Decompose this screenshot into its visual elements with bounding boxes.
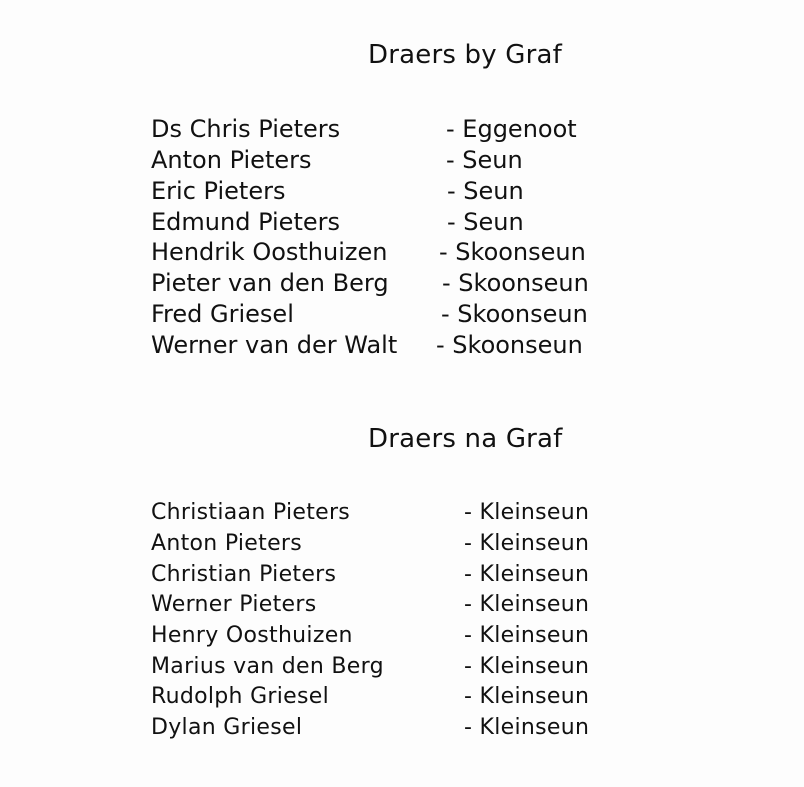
bearer-name: Pieter van den Berg <box>151 269 389 297</box>
bearer-name: Werner Pieters <box>151 592 317 617</box>
bearer-relation: - Skoonseun <box>442 269 589 297</box>
bearer-name: Anton Pieters <box>151 146 312 174</box>
bearer-relation: - Kleinseun <box>464 715 590 740</box>
bearer-relation: - Skoonseun <box>436 331 583 359</box>
bearer-name: Hendrik Oosthuizen <box>151 238 388 266</box>
bearer-name: Rudolph Griesel <box>151 684 330 709</box>
bearer-relation: - Skoonseun <box>441 300 588 328</box>
bearer-name: Eric Pieters <box>151 177 286 205</box>
bearer-relation: - Skoonseun <box>439 238 586 266</box>
bearer-name: Marius van den Berg <box>151 654 384 679</box>
bearer-name: Christian Pieters <box>151 562 337 587</box>
bearer-relation: - Seun <box>447 208 524 236</box>
bearer-name: Fred Griesel <box>151 300 294 328</box>
bearer-relation: - Kleinseun <box>464 562 590 587</box>
bearer-name: Henry Oosthuizen <box>151 623 353 648</box>
section-title-draers-na-graf: Draers na Graf <box>368 424 563 454</box>
bearer-relation: - Eggenoot <box>446 115 577 143</box>
bearer-relation: - Kleinseun <box>464 654 590 679</box>
bearer-name: Christiaan Pieters <box>151 500 351 525</box>
bearer-relation: - Kleinseun <box>464 684 590 709</box>
bearer-name: Ds Chris Pieters <box>151 115 341 143</box>
bearer-name: Dylan Griesel <box>151 715 303 740</box>
bearer-relation: - Kleinseun <box>464 592 590 617</box>
bearer-name: Anton Pieters <box>151 531 303 556</box>
section-title-draers-by-graf: Draers by Graf <box>368 40 563 70</box>
bearer-relation: - Seun <box>447 177 524 205</box>
bearer-relation: - Seun <box>446 146 523 174</box>
bearer-relation: - Kleinseun <box>464 623 590 648</box>
bearer-name: Edmund Pieters <box>151 208 340 236</box>
bearer-name: Werner van der Walt <box>151 331 398 359</box>
bearer-relation: - Kleinseun <box>464 500 590 525</box>
bearer-relation: - Kleinseun <box>464 531 590 556</box>
